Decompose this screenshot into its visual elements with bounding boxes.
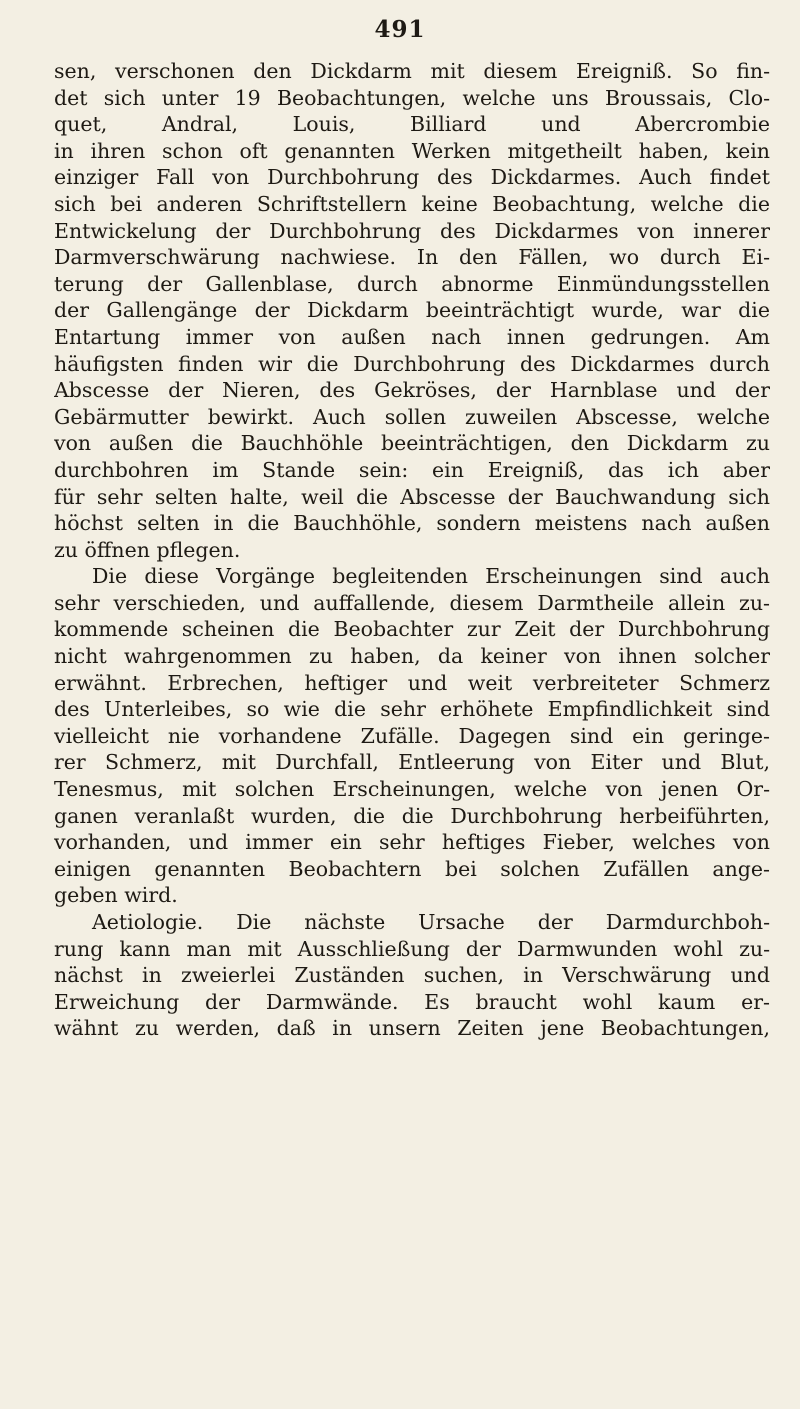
text-line: höchst selten in die Bauchhöhle, sondern meistens nach außen bbox=[54, 511, 770, 536]
text-line: wähnt zu werden, daß in unsern Zeiten jene Beobachtungen, bbox=[54, 1016, 770, 1041]
text-line: Aetiologie. Die nächste Ursache der Darmdurchboh- bbox=[92, 910, 770, 934]
text-line: vielleicht nie vorhandene Zufälle. Dagegen sind ein geringe- bbox=[54, 723, 770, 748]
text-line: geben wird. bbox=[54, 883, 178, 908]
text-line: Darmverschwärung nachwiese. In den Fällen, wo durch Ei- bbox=[54, 245, 770, 270]
text-line: quet, Andral, Louis, Billiard und Abercrombie bbox=[54, 112, 770, 137]
text-line: Die diese Vorgänge begleitenden Erscheinungen sind auch bbox=[92, 564, 770, 589]
text-line: für sehr selten halte, weil die Abscesse der Bauchwandung sich bbox=[54, 484, 770, 509]
text-line: von außen die Bauchhöhle beeinträchtigen, den Dickdarm zu bbox=[54, 431, 770, 456]
text-line: rung kann man mit Ausschließung der Darmwunden wohl zu- bbox=[54, 936, 770, 961]
page-number: 491 bbox=[374, 16, 426, 43]
text-line: einziger Fall von Durchbohrung des Dickdarmes. Auch findet bbox=[54, 165, 770, 190]
text-line: der Gallengänge der Dickdarm beeinträchtigt wurde, war die bbox=[54, 298, 770, 323]
body-text bbox=[54, 58, 770, 1042]
text-line: des Unterleibes, so wie die sehr erhöhete Empfindlichkeit sind bbox=[54, 697, 770, 722]
text-line: ganen veranlaßt wurden, die die Durchbohrung herbeiführten, bbox=[54, 803, 770, 828]
text-line: sehr verschieden, und auffallende, diesem Darmtheile allein zu- bbox=[54, 590, 770, 615]
text-line: terung der Gallenblase, durch abnorme Einmündungsstellen bbox=[54, 271, 770, 296]
text-line: nächst in zweierlei Zuständen suchen, in Verschwärung und bbox=[54, 963, 770, 988]
text-line: Entwickelung der Durchbohrung des Dickdarmes von innerer bbox=[54, 218, 770, 243]
text-line: erwähnt. Erbrechen, heftiger und weit verbreiteter Schmerz bbox=[54, 670, 770, 695]
text-line: einigen genannten Beobachtern bei solchen Zufällen ange- bbox=[54, 856, 770, 881]
text-line: nicht wahrgenommen zu haben, da keiner von ihnen solcher bbox=[54, 644, 770, 669]
text-line: rer Schmerz, mit Durchfall, Entleerung von Eiter und Blut, bbox=[54, 750, 770, 775]
text-line: sich bei anderen Schriftstellern keine Beobachtung, welche die bbox=[54, 191, 770, 216]
text-line: sen, verschonen den Dickdarm mit diesem Ereigniß. So fin- bbox=[54, 59, 770, 83]
text-line: in ihren schon oft genannten Werken mitgetheilt haben, kein bbox=[54, 138, 770, 163]
text-line: Tenesmus, mit solchen Erscheinungen, welche von jenen Or- bbox=[54, 777, 770, 802]
text-line: Abscesse der Nieren, des Gekröses, der Harnblase und der bbox=[54, 378, 770, 403]
text-line: kommende scheinen die Beobachter zur Zeit der Durchbohrung bbox=[54, 617, 770, 642]
text-line: Erweichung der Darmwände. Es braucht wohl kaum er- bbox=[54, 989, 770, 1014]
text-line: zu öffnen pflegen. bbox=[54, 537, 241, 562]
text-line: durchbohren im Stande sein: ein Ereigniß, das ich aber bbox=[54, 457, 770, 482]
text-line: häufigsten finden wir die Durchbohrung des Dickdarmes durch bbox=[54, 351, 770, 376]
text-line: Gebärmutter bewirkt. Auch sollen zuweilen Abscesse, welche bbox=[54, 404, 770, 429]
text-line: vorhanden, und immer ein sehr heftiges Fieber, welches von bbox=[54, 830, 770, 855]
text-line: det sich unter 19 Beobachtungen, welche uns Broussais, Clo- bbox=[54, 85, 770, 110]
text-line: Entartung immer von außen nach innen gedrungen. Am bbox=[54, 324, 770, 349]
